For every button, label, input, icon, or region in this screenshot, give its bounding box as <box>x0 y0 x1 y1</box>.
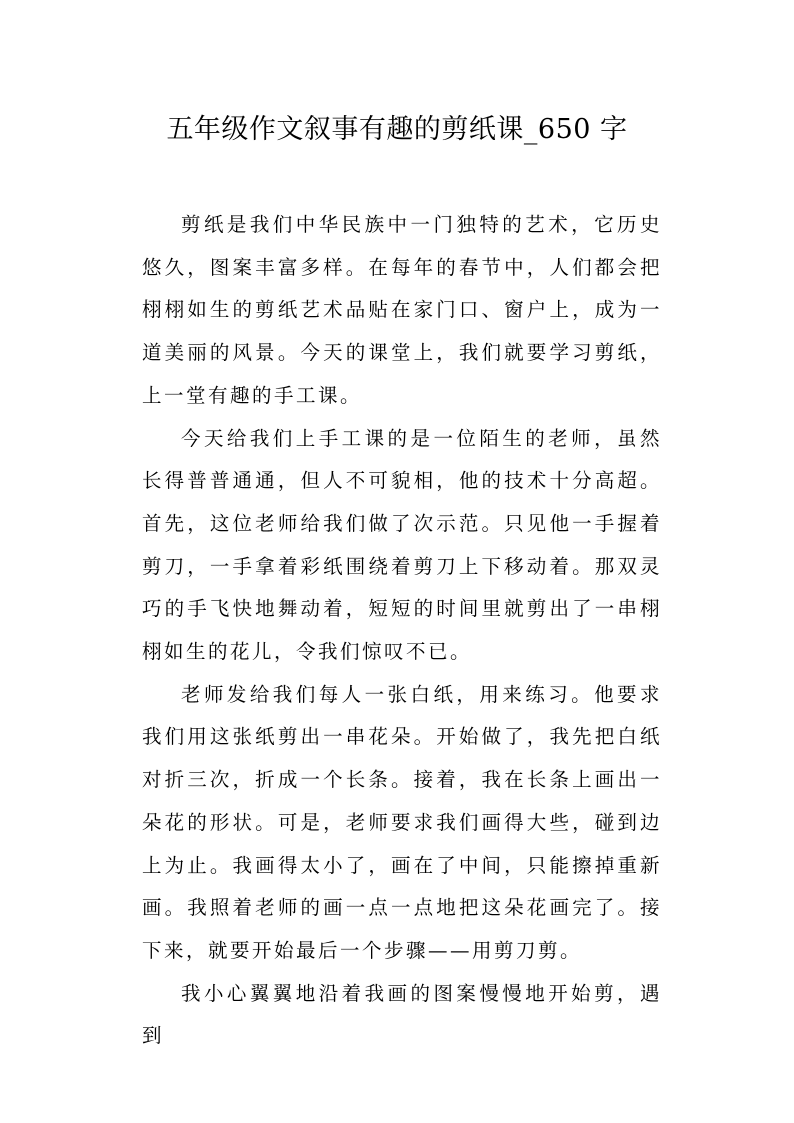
paragraph-4: 我小心翼翼地沿着我画的图案慢慢地开始剪，遇到 <box>142 981 662 1048</box>
paragraph-3: 老师发给我们每人一张白纸，用来练习。他要求我们用这张纸剪出一串花朵。开始做了，我先把白纸对折三次，折成一个长条。接着，我在长条上画出一朵花的形状。可是，老师要求我们画得大些，碰到边上为止。我画得太小了，画在了中间，只能擦掉重新画。我照着老师的画一点一点地把这朵花画完了。接下来，就要开始最后一个步骤——用剪刀剪。 <box>142 682 662 962</box>
paragraph-1: 剪纸是我们中华民族中一门独特的艺术，它历史悠久，图案丰富多样。在每年的春节中，人们都会把栩栩如生的剪纸艺术品贴在家门口、窗户上，成为一道美丽的风景。今天的课堂上，我们就要学习剪纸，上一堂有趣的手工课。 <box>142 213 662 407</box>
document-title: 五年级作文叙事有趣的剪纸课_650 字 <box>166 114 628 145</box>
paragraph-2: 今天给我们上手工课的是一位陌生的老师，虽然长得普普通通，但人不可貌相，他的技术十分高超。首先，这位老师给我们做了次示范。只见他一手握着剪刀，一手拿着彩纸围绕着剪刀上下移动着。那双灵巧的手飞快地舞动着，短短的时间里就剪出了一串栩栩如生的花儿，令我们惊叹不已。 <box>142 426 662 664</box>
document-body <box>142 204 662 1058</box>
